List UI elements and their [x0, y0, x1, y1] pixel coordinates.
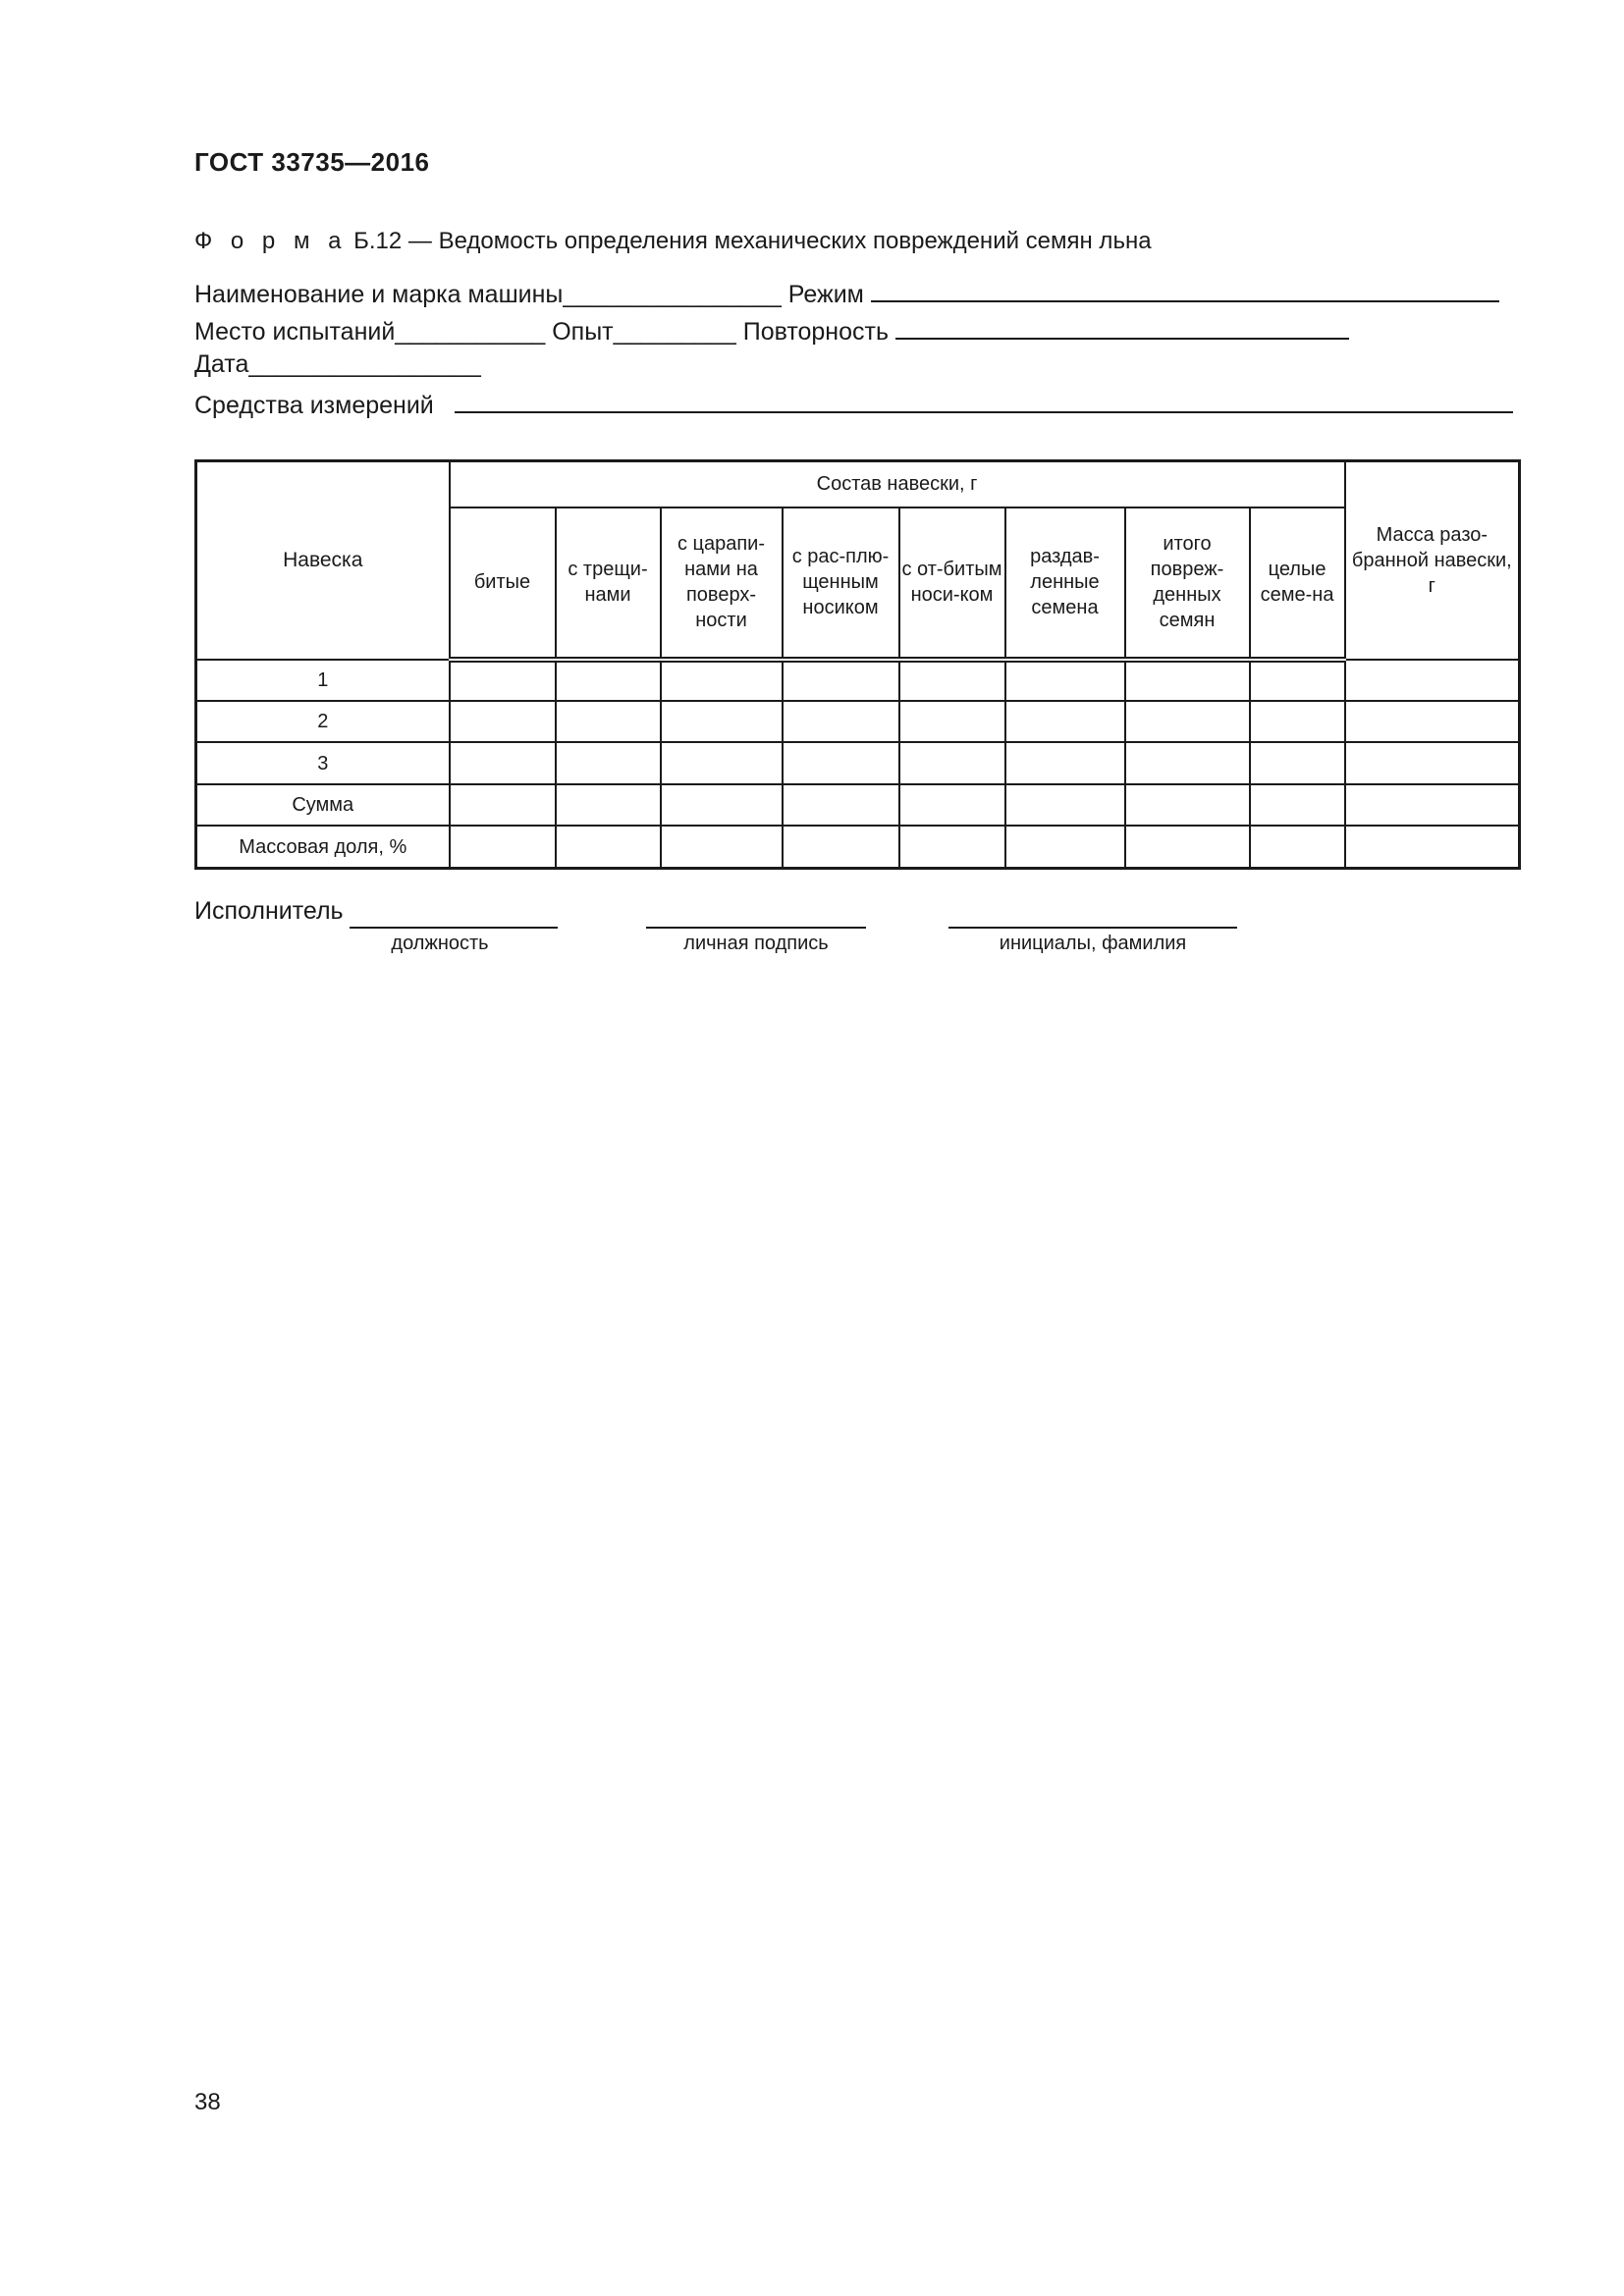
- executor-label: Исполнитель: [194, 897, 344, 925]
- signature-line[interactable]: [646, 927, 866, 929]
- place-experiment-line: [194, 314, 1349, 347]
- table-row: [196, 784, 1520, 826]
- table-cell[interactable]: [783, 826, 899, 868]
- col-header-whole: целые семе-на: [1250, 507, 1345, 660]
- name-line[interactable]: [948, 927, 1237, 929]
- row-label: 3: [196, 742, 450, 783]
- col-header-broken-tip: с от-битым носи-ком: [899, 507, 1005, 660]
- table-cell[interactable]: [661, 660, 783, 701]
- table-cell[interactable]: [1005, 742, 1125, 783]
- table-cell[interactable]: [899, 742, 1005, 783]
- table-cell[interactable]: [899, 660, 1005, 701]
- table-cell[interactable]: [1005, 701, 1125, 742]
- mode-field[interactable]: [871, 277, 1499, 302]
- table-cell[interactable]: [450, 701, 556, 742]
- table-cell[interactable]: [556, 701, 661, 742]
- table-cell[interactable]: [1005, 826, 1125, 868]
- name-caption: инициалы, фамилия: [999, 933, 1187, 954]
- form-title: [194, 228, 1152, 255]
- table-cell[interactable]: [1345, 660, 1520, 701]
- table-cell[interactable]: [783, 701, 899, 742]
- table-row: [196, 660, 1520, 701]
- table-cell[interactable]: [1125, 826, 1250, 868]
- table-cell[interactable]: [450, 742, 556, 783]
- page-number: 38: [194, 2089, 221, 2115]
- sample-header: Навеска: [196, 461, 450, 660]
- position-caption: должность: [391, 933, 489, 954]
- machine-label: Наименование и марка машины________________: [194, 281, 782, 308]
- table-cell[interactable]: [1250, 742, 1345, 783]
- col-header-flattened-tip: с рас-плю-щенным носиком: [783, 507, 899, 660]
- table-cell[interactable]: [1250, 784, 1345, 826]
- date-label: Дата_________________: [194, 350, 481, 378]
- table-cell[interactable]: [556, 826, 661, 868]
- table-cell[interactable]: [1345, 742, 1520, 783]
- table-cell[interactable]: [1250, 701, 1345, 742]
- table-cell[interactable]: [1125, 701, 1250, 742]
- form-title-text: Б.12 — Ведомость определения механических повреждений семян льна: [353, 228, 1152, 254]
- table-row: [196, 826, 1520, 868]
- repeat-field[interactable]: [895, 314, 1349, 340]
- table-cell[interactable]: [899, 701, 1005, 742]
- table-cell[interactable]: [1125, 784, 1250, 826]
- table-cell[interactable]: [1250, 826, 1345, 868]
- table-cell[interactable]: [661, 742, 783, 783]
- document-header: ГОСТ 33735—2016: [194, 147, 430, 177]
- table-cell[interactable]: [783, 742, 899, 783]
- position-line[interactable]: [350, 927, 558, 929]
- row-label: Массовая доля, %: [196, 826, 450, 868]
- table-cell[interactable]: [1125, 742, 1250, 783]
- damage-table: [194, 459, 1521, 870]
- instruments-field[interactable]: [455, 388, 1513, 413]
- col-header-broken: битые: [450, 507, 556, 660]
- signature-caption: личная подпись: [683, 933, 829, 954]
- table-cell[interactable]: [1005, 784, 1125, 826]
- table-cell[interactable]: [1250, 660, 1345, 701]
- machine-mode-line: [194, 277, 1499, 309]
- table-cell[interactable]: [661, 826, 783, 868]
- table-cell[interactable]: [450, 660, 556, 701]
- table-cell[interactable]: [1345, 701, 1520, 742]
- table-cell[interactable]: [450, 826, 556, 868]
- table-cell[interactable]: [1005, 660, 1125, 701]
- table-cell[interactable]: [661, 784, 783, 826]
- date-line: [194, 350, 481, 379]
- instruments-label: Средства измерений: [194, 392, 434, 419]
- table-cell[interactable]: [556, 660, 661, 701]
- form-title-prefix: Ф о р м а: [194, 228, 348, 254]
- table-cell[interactable]: [1125, 660, 1250, 701]
- col-header-total-damaged: итого повреж-денных семян: [1125, 507, 1250, 660]
- table-cell[interactable]: [899, 784, 1005, 826]
- col-header-crushed: раздав-ленные семена: [1005, 507, 1125, 660]
- mode-label: Режим: [787, 281, 864, 308]
- row-label: Сумма: [196, 784, 450, 826]
- col-header-cracked: с трещи-нами: [556, 507, 661, 660]
- mass-header: Масса разо-бранной навески, г: [1345, 461, 1520, 660]
- table-row: [196, 701, 1520, 742]
- table-cell[interactable]: [783, 660, 899, 701]
- table-cell[interactable]: [450, 784, 556, 826]
- row-label: 1: [196, 660, 450, 701]
- table-cell[interactable]: [1345, 784, 1520, 826]
- table-row: [196, 742, 1520, 783]
- table-cell[interactable]: [1345, 826, 1520, 868]
- place-label: Место испытаний___________: [194, 318, 546, 346]
- repeat-label: Повторность: [742, 318, 889, 346]
- table-cell[interactable]: [556, 742, 661, 783]
- col-header-scratched: с царапи-нами на поверх-ности: [661, 507, 783, 660]
- composition-header: Состав навески, г: [450, 461, 1345, 507]
- experiment-label: Опыт_________: [552, 318, 736, 346]
- table-cell[interactable]: [556, 784, 661, 826]
- row-label: 2: [196, 701, 450, 742]
- table-cell[interactable]: [661, 701, 783, 742]
- table-cell[interactable]: [899, 826, 1005, 868]
- instruments-line: [194, 388, 1513, 420]
- table-cell[interactable]: [783, 784, 899, 826]
